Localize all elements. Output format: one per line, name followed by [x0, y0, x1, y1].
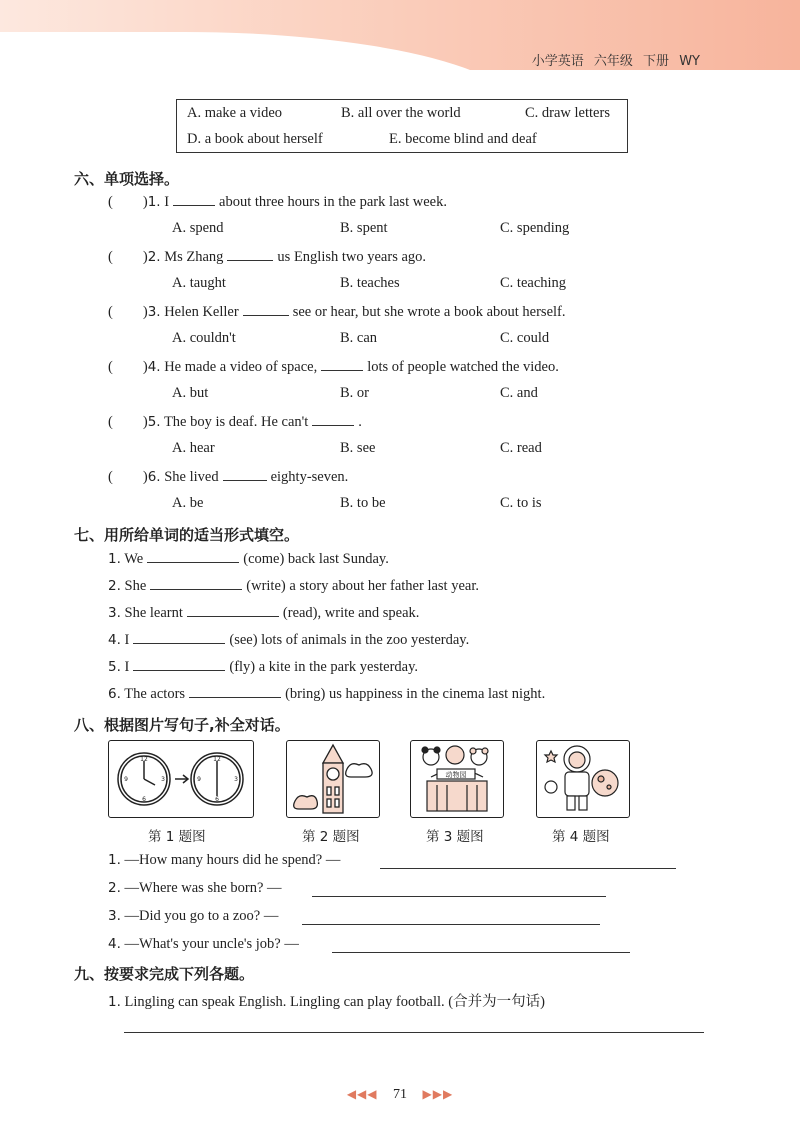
question-post: us English two years ago.: [277, 249, 427, 265]
prev-arrows-icon: ◀◀◀: [346, 1087, 378, 1101]
answer-line[interactable]: [302, 924, 600, 925]
question-post: eighty-seven.: [270, 469, 349, 485]
paren-close: ): [142, 414, 148, 430]
caption-picture-1: 第 1 题图: [148, 829, 206, 845]
question-number: 1.: [147, 194, 161, 210]
svg-text:6: 6: [142, 796, 146, 803]
paren-close: ): [142, 194, 148, 210]
word-box: [176, 99, 628, 153]
question-pre: He made a video of space,: [164, 359, 318, 375]
section6-question-5: [108, 413, 362, 431]
paren-open: (: [108, 249, 113, 265]
svg-text:12: 12: [213, 756, 221, 763]
question-post: about three hours in the park last week.: [219, 194, 447, 210]
item-blank[interactable]: [133, 631, 225, 644]
clocks-icon: [109, 741, 252, 816]
caption-picture-3: 第 3 题图: [426, 829, 484, 845]
question-blank[interactable]: [312, 413, 354, 426]
question-blank[interactable]: [227, 248, 273, 261]
section7-item-4: [108, 631, 469, 649]
question-blank[interactable]: [173, 193, 215, 206]
picture-zoo: [410, 740, 504, 818]
question-blank[interactable]: [321, 358, 363, 371]
question-number: 5.: [147, 414, 161, 430]
question-pre: She lived: [164, 469, 219, 485]
picture-clock-tower: [286, 740, 380, 818]
paren-open: (: [108, 194, 113, 210]
word-option-e: E. become blind and deaf: [389, 131, 537, 147]
section6-title: 六、单项选择。: [74, 170, 180, 188]
svg-text:3: 3: [234, 776, 238, 783]
option-c: C. to is: [500, 495, 542, 511]
page-footer: [0, 1087, 800, 1103]
section6-question-2: [108, 248, 426, 266]
item-number: 3.: [108, 605, 121, 621]
option-a: A. be: [172, 495, 204, 511]
svg-text:12: 12: [140, 756, 148, 763]
section9-answer-line[interactable]: [124, 1032, 704, 1033]
section7-item-1: [108, 550, 389, 568]
option-b: B. teaches: [340, 275, 400, 291]
item-post: (bring) us happiness in the cinema last night.: [285, 686, 546, 702]
option-c: C. could: [500, 330, 550, 346]
header-text: 小学英语 六年级 下册 WY: [531, 54, 700, 69]
question-pre: The boy is deaf. He can't: [163, 414, 309, 430]
section8-title: 八、根据图片写句子,补全对话。: [74, 716, 290, 734]
section9-item-1: [108, 990, 545, 1011]
item-number: 3.: [108, 908, 121, 924]
item-post: (see) lots of animals in the zoo yesterday.: [229, 632, 470, 648]
item-pre: We: [124, 551, 144, 567]
item-number: 6.: [108, 686, 121, 702]
question-blank[interactable]: [243, 303, 289, 316]
caption-picture-4: 第 4 题图: [552, 829, 610, 845]
item-number: 2.: [108, 578, 121, 594]
paren-open: (: [108, 304, 113, 320]
section7-item-2: [108, 577, 479, 595]
option-a: A. but: [172, 385, 209, 401]
item-pre: I: [124, 659, 130, 675]
item-number: 1.: [108, 551, 121, 567]
item-blank[interactable]: [189, 685, 281, 698]
option-b: B. can: [340, 330, 378, 346]
clock-tower-icon: [287, 741, 378, 816]
option-b: B. to be: [340, 495, 386, 511]
answer-line[interactable]: [312, 896, 606, 897]
item-question: —What's your uncle's job? —: [124, 936, 299, 952]
section6-question-1: [108, 193, 447, 211]
item-number: 4.: [108, 632, 121, 648]
section7-item-6: [108, 685, 545, 703]
paren-close: ): [142, 469, 148, 485]
item-question: —Did you go to a zoo? —: [124, 908, 279, 924]
option-a: A. hear: [172, 440, 215, 456]
item-pre: The actors: [124, 686, 186, 702]
question-post: .: [358, 414, 362, 430]
word-option-b: B. all over the world: [341, 105, 461, 121]
section7-title: 七、用所给单词的适当形式填空。: [74, 526, 300, 544]
paren-open: (: [108, 469, 113, 485]
word-option-d: D. a book about herself: [187, 131, 323, 147]
item-number: 1.: [108, 852, 121, 868]
item-blank[interactable]: [150, 577, 242, 590]
item-post: (write) a story about her father last year.: [246, 578, 479, 594]
picture-clocks: [108, 740, 254, 818]
caption-picture-2: 第 2 题图: [302, 829, 360, 845]
section6-question-3: [108, 303, 566, 321]
item-blank[interactable]: [147, 550, 239, 563]
question-number: 2.: [147, 249, 161, 265]
question-post: see or hear, but she wrote a book about herself.: [292, 304, 566, 320]
word-option-a: A. make a video: [187, 105, 283, 121]
section8-item-3: [108, 908, 278, 925]
section7-item-5: [108, 658, 418, 676]
item-pre: She: [124, 578, 147, 594]
question-pre: Helen Keller: [164, 304, 239, 320]
question-pre: I: [164, 194, 170, 210]
paren-close: ): [142, 249, 148, 265]
section9-item-text: Lingling can speak English. Lingling can play football. (合并为一句话): [124, 994, 545, 1010]
item-question: —How many hours did he spend? —: [124, 852, 341, 868]
paren-close: ): [142, 304, 148, 320]
question-number: 6.: [147, 469, 161, 485]
question-pre: Ms Zhang: [164, 249, 224, 265]
svg-text:3: 3: [161, 776, 165, 783]
item-question: —Where was she born? —: [124, 880, 282, 896]
svg-text:9: 9: [197, 776, 201, 783]
paren-open: (: [108, 414, 113, 430]
paren-open: (: [108, 359, 113, 375]
option-a: A. couldn't: [172, 330, 236, 346]
option-a: A. taught: [172, 275, 226, 291]
item-post: (read), write and speak.: [282, 605, 420, 621]
astronaut-icon: [537, 741, 628, 816]
question-blank[interactable]: [223, 468, 267, 481]
option-b: B. spent: [340, 220, 388, 236]
next-arrows-icon: ▶▶▶: [422, 1087, 454, 1101]
option-a: A. spend: [172, 220, 224, 236]
item-number: 5.: [108, 659, 121, 675]
paren-close: ): [142, 359, 148, 375]
option-b: B. or: [340, 385, 369, 401]
question-number: 4.: [147, 359, 161, 375]
zoo-sign-text: 动物园: [445, 771, 467, 779]
section8-item-2: [108, 880, 282, 897]
section6-question-6: [108, 468, 348, 486]
item-pre: She learnt: [124, 605, 183, 621]
svg-text:6: 6: [215, 796, 219, 803]
section6-question-4: [108, 358, 559, 376]
item-post: (fly) a kite in the park yesterday.: [229, 659, 419, 675]
option-c: C. and: [500, 385, 538, 401]
word-option-c: C. draw letters: [525, 105, 610, 121]
section7-item-3: [108, 604, 419, 622]
page-number: 71: [393, 1087, 407, 1102]
item-pre: I: [124, 632, 130, 648]
question-post: lots of people watched the video.: [367, 359, 559, 375]
item-blank[interactable]: [133, 658, 225, 671]
picture-astronaut: [536, 740, 630, 818]
header-wave: [0, 32, 520, 70]
option-c: C. read: [500, 440, 542, 456]
answer-line[interactable]: [332, 952, 630, 953]
answer-line[interactable]: [380, 868, 676, 869]
section8-item-1: [108, 852, 340, 869]
svg-text:9: 9: [124, 776, 128, 783]
zoo-icon: [411, 741, 502, 816]
section9-item-number: 1.: [108, 994, 121, 1010]
item-post: (come) back last Sunday.: [243, 551, 389, 567]
section8-item-4: [108, 936, 299, 953]
item-blank[interactable]: [187, 604, 279, 617]
item-number: 2.: [108, 880, 121, 896]
question-number: 3.: [147, 304, 161, 320]
item-number: 4.: [108, 936, 121, 952]
section9-title: 九、按要求完成下列各题。: [74, 965, 255, 983]
option-c: C. spending: [500, 220, 570, 236]
option-b: B. see: [340, 440, 376, 456]
option-c: C. teaching: [500, 275, 567, 291]
